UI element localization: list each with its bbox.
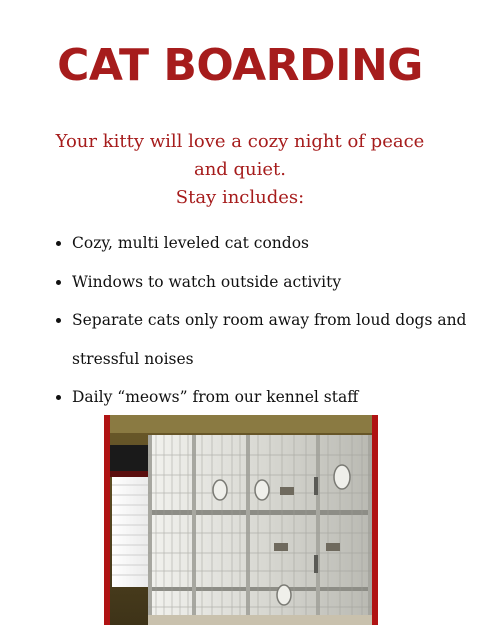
intro-text <box>30 128 450 212</box>
intro-line-1: Your kitty will love a cozy night of peace <box>55 131 425 152</box>
cat-condo-photo <box>104 415 378 625</box>
list-item: • Cozy, multi leveled cat condos <box>72 224 480 263</box>
list-item: • Separate cats only room away from loud dogs and stressful noises <box>72 301 480 378</box>
stay-includes-label: Stay includes: <box>175 187 305 208</box>
list-item: • Daily “meows” from our kennel staff <box>72 378 480 417</box>
list-item: • Windows to watch outside activity <box>72 263 480 302</box>
includes-list <box>44 224 480 417</box>
page-title: CAT BOARDING <box>57 40 423 91</box>
intro-line-2: and quiet. <box>193 159 287 180</box>
